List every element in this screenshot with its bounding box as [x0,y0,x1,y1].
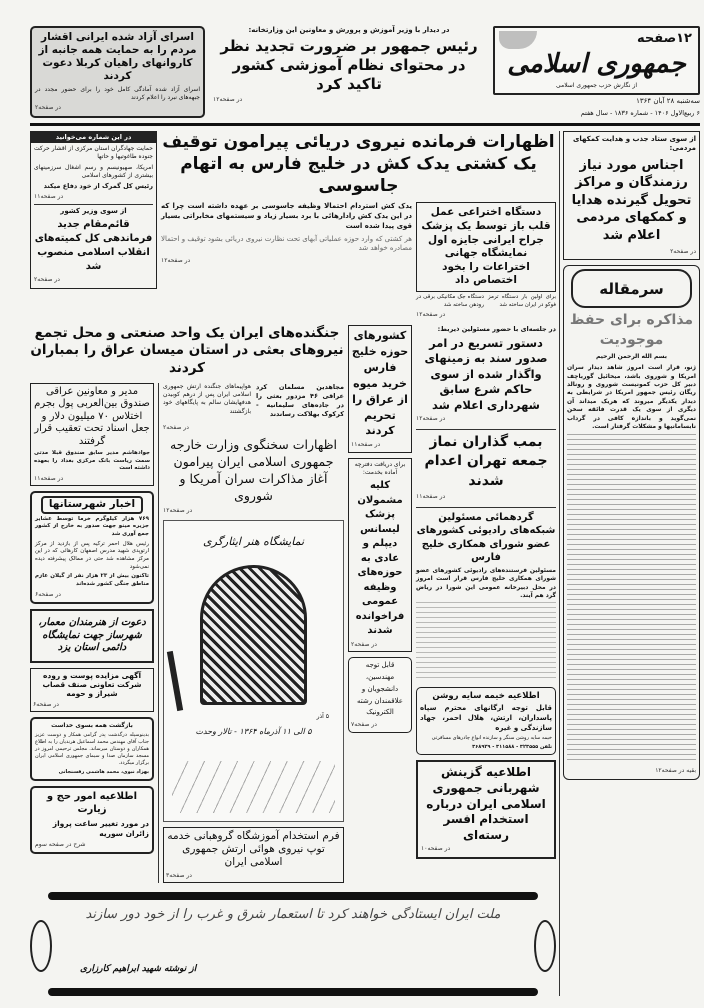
lead-subrow [161,202,556,320]
main-area [30,131,556,996]
issue-divider [34,204,153,205]
tugboat-story-body [161,202,412,265]
architects-invitation[interactable] [30,609,154,663]
hajj-notice[interactable] [30,786,154,854]
date-line: سه‌شنبه ۲۸ آبان ۱۳۶۴ [636,97,700,106]
gulf-box[interactable] [348,325,412,453]
provincial-news-title: اخبار شهرستانها [41,496,143,513]
ornament-left-icon [30,920,52,972]
column-divider [559,131,560,996]
land-deeds-kicker: در جلسه‌ای با حضور مسئولین ذیربط: [437,324,556,333]
rifle-icon [167,651,183,711]
tent-title: اطلاعیه خیمه سایه روشن [432,691,540,702]
radio-body-text [416,602,556,682]
editorial-logo-frame [571,269,692,308]
radio-body: مسئولین فرستنده‌های رادیوئی کشورهای عضو شورای همکاری خلیج فارس قرار است امروز در محل دبیرخانه عمومی این شورا در ریاض گرد هم آیند. [416,566,556,599]
interior-ref: در صفحه۲ [34,276,60,284]
editorial[interactable] [563,265,700,780]
top-story[interactable] [213,26,485,104]
left-group [30,325,344,883]
exhibition-title: نمایشگاه هنر ایثارگری [202,535,305,549]
lead-story[interactable] [161,131,556,320]
bombers-headline: بمب گذاران نماز جمعه تهران اعدام شدند [424,433,548,489]
provincial-news-box[interactable] [30,491,154,604]
engineers-text: قابل توجه مهندسین، دانشجویان و علاقمندان رشته الکترونیک [357,660,403,717]
obituary-signature: بهزاد نبوی، محمد هاشمی رفسنجانی [58,769,149,776]
aid-kicker: از سوی ستاد جذب و هدایت کمکهای مردمی: [572,134,696,153]
statement-headline: اظهارات سخنگوی وزارت خارجه جمهوری اسلامی ایران پیرامون آغاز مذاکرات سران آمریکا و شوروی [170,437,337,503]
editorial-body-text [567,434,696,764]
jets-body-1: هواپیماهای جنگنده ارتش جمهوری اسلامی ایران پس از درهم کوبیدن هدفهایشان سالم به پایگاههای خود بازگشتند [163,382,251,415]
tent-phone: تلفن ۳۲۳۵۵۵ - ۳۱۱۵۸۸ - ۳۶۸۹۲۹ [472,744,552,751]
jets-body [163,383,344,419]
device-note-1: برای اولین بار دستگاه ترمز فوکو در ایران ساخته شد [488,294,556,308]
tugboat-body-1: یدک کش استردام احتمالا وظیفه جاسوسی بر عهده داشته است چرا که در این یدک کش رادارهائی با برد بسیار زیاد و سیستمهای مخابراتی بسیار قوی پیدا شده است [161,202,412,230]
ornament-right-icon [534,920,556,972]
provincial-item[interactable]: ۷۶۹ هزار کیلوگرم خرما توسط عشایر جزیره مینو جهت صدور به خارج از کشور جمع آوری شد [35,515,149,537]
top-rule [30,123,700,126]
auction-ref: در صفحه۶ [33,700,59,708]
conscripts-box[interactable] [348,458,412,652]
gulf-headline: کشورهای حوزه خلیج فارس خرید میوه از عراق را تحریم کردند [351,328,409,438]
iraqi-fund-ref: در صفحه۱۱ [34,475,64,483]
quote-banner [30,892,556,996]
hajj-title: اطلاعیه امور حج و زیارت [46,791,138,815]
editorial-logo: سرمقاله [599,279,664,298]
left-group-columns [30,383,344,883]
exhibition-date: ۵ الی ۱۱ آذرماه ۱۳۶۴ - تالار وحدت [195,727,312,737]
land-deeds-headline: دستور تسریع در امر صدور سند به زمینهای واگذار شده از سوی حاکم شرع سابق شهرداری اعلام شد [424,335,548,412]
device-note-2: دستگاه جک مکانیکی برقی در رودهن ساخته شد [416,294,484,308]
in-this-issue-title: در این شماره می‌خوانید [31,132,156,143]
device-notes [416,294,556,309]
bombers-ref: در صفحه۱۱ [416,493,446,501]
bombers-story[interactable] [416,429,556,502]
engineers-notice[interactable] [348,657,412,733]
pow-story-box[interactable] [30,26,205,118]
land-deeds-ref: در صفحه۱۲ [416,415,446,423]
pow-ref: در صفحه۲ [35,104,61,112]
news-column [416,325,556,859]
aid-box[interactable] [563,131,700,260]
police-ref: در صفحه۱۰ [421,845,451,853]
police-recruit[interactable] [416,760,556,858]
device-ref: در صفحه۱۲ [416,311,446,319]
banner-bottom-bar [48,988,538,996]
interior-kicker: از سوی وزیر کشور [60,206,127,215]
right-column [563,131,700,780]
masthead-title: جمهوری اسلامی [507,48,686,79]
jets-ref: در صفحه۲ [163,423,189,431]
editorial-opening: بسم الله الرحمن الرحیم [595,353,668,361]
iraqi-fund-headline: مدیر و معاونین عراقی صندوق بین‌العربی پول بجرم اختلاس ۷۰ میلیون دلار و جعل اسناد تحت تعقیب قرار گرفتند [34,385,150,447]
top-story-ref: در صفحه۱۲ [213,95,243,103]
iraqi-fund-body: جوادهاشم مدیر سابق صندوق قبلا مدتی سمت ریاست بانک مرکزی بغداد را بعهده داشته است [34,450,150,472]
issue-line: ۶ ربیع‌الاول ۱۴۰۶ - شماره ۱۸۳۶ - سال هفتم [580,108,700,117]
left-column [30,383,154,855]
tent-notice[interactable] [416,687,556,755]
gulf-ref: در صفحه۱۱ [351,441,381,449]
auction-ad[interactable] [30,668,154,713]
editorial-title: مذاکره برای حفظ موجودیت [569,311,694,348]
body-row [30,131,700,996]
interior-headline: قائم‌مقام جدید فرماندهی کل کمیته‌های انقلاب اسلامی منصوب شد [34,219,153,273]
masthead-column [493,26,700,118]
mid-row [30,325,556,883]
auction-text: آگهی مزایده پوست و روده شرکت تعاونی صنف قصاب شیراز و حومه [42,670,142,699]
air-force-recruit[interactable] [163,827,344,883]
provincial-item[interactable]: رئیس هلال احمر ترکیه پس از بازدید از مرکز ارتوپدی شهید مدرس اصفهان کارهائی که در این مرکز مشاهده شد حتی در ممالک پیشرفته دیده نمی‌شود [35,540,149,570]
hajj-ref: شرح در صفحه سوم [35,841,86,849]
column-divider [158,383,159,883]
issue-item[interactable]: رئیس کل گمرک از خود دفاع میکند [43,182,153,191]
issue-item[interactable]: امریکا، صهیونیسم و رسم اشغال سرزمینهای بیشتری از کشورهای اسلامی [34,163,153,179]
exhibition-small-date: ۵ آذر [316,713,329,721]
editorial-body: ژنو، قرار است امروز شاهد دیدار سران امریکا و شوروی باشد، میخائیل گورباچف دبیر کل حزب کمونیست شوروی و رونالد ریگان رئیس جمهور امریکا در شرایطی به دیدار یکدیگر میروند که هریک میداند آن دیگری از سوی یک قدرت فائقه سخن نمی‌گوید و باندازه کافی در گرداب نابسامانیها و مشکلات گرفتار است. [567,364,696,430]
banner-top-bar [48,892,538,900]
air-force-ref: در صفحه۳ [166,871,192,879]
air-force-text: فرم استخدام آموزشگاه گروهبانی خدمه توپ نیروی هوائی ارتش جمهوری اسلامی ایران [167,830,340,869]
main-headline[interactable]: اظهارات فرمانده نیروی دریائی پیرامون توقیف یک کشتی یدک کش در خلیج فارس به اتهام جاسوسی [162,131,555,197]
obituary-title: بازگشت همه بسوی خداست [51,722,133,730]
iraqi-fund-box[interactable] [30,383,154,487]
second-headline[interactable]: جنگنده‌های ایران یک واحد صنعتی و محل تجمع نیروهای بعثی در استان میسان عراق را بمباران کردند [30,324,344,376]
statement-ref: در صفحه۱۲ [163,506,193,514]
invitation-text: دعوت از هنرمندان معمار، شهرساز جهت نمایشگاه دائمی استان یزد [38,617,146,654]
conscripts-ref: در صفحه۲ [351,640,377,648]
provincial-ref: در صفحه۶ [35,590,61,598]
banner-author: از نوشته شهید ابراهیم کارزاری [80,963,197,974]
signature-strokes [172,761,335,813]
masthead-founder: از نگارش حزب جمهوری اسلامی [555,81,638,89]
conscripts-headline: کلیه مشمولان پزشک لیسانس دیپلم و عادی به حوزه‌های وظیفه عمومی فراخوانده شدند [355,480,405,636]
jets-body-2: مجاهدین مسلمان کرد عراقی ۴۶ مزدور بعثی را در جاده‌های سلیمانیه - کرکوک بهلاکت رساندند [256,382,344,418]
ministry-statement[interactable] [163,437,344,515]
editorial-ref: بقیه در صفحه۱۲ [655,767,696,775]
pow-body: اسرای آزاد شده آمادگی کامل خود را برای حضور مجدد در جبهه‌های نبرد را اعلام کردند [35,85,200,101]
device-story[interactable] [416,202,556,320]
police-text: اطلاعیه گزینش شهربانی جمهوری اسلامی ایران درباره استخدام افسر رسته‌ای [426,765,546,842]
issue-item[interactable]: حمایت جهادگران استان مرکزی از اقشار حرکت جنوده طاغوتیها و حاتها [34,144,153,161]
tent-small: خیمه سایه روشن سنگر و سازنده انواع چادرهای مسافرتی [431,735,552,742]
hajj-body: در مورد تغییر ساعت پرواز زائران سوریه [52,819,149,838]
top-story-kicker: در دیدار با وزیر آموزش و پرورش و معاونین این وزارتخانه: [248,26,450,34]
exhibition-poster[interactable] [163,520,344,822]
mosque-graphic [200,565,307,705]
banner-quote: ملت ایران ایستادگی خواهند کرد تا استعمار شرق و غرب را از خود دور سازند [85,906,501,922]
center-column [163,383,344,883]
narrow-column [348,325,412,733]
tent-body: قابل توجه ارگانهای محترم سپاه پاسداران، ارتش، هلال احمر، جهاد سازندگی و غیره [420,703,552,732]
top-story-headline: رئیس جمهور بر ضرورت تجدید نظر در محتوای نظام آموزشی کشور تاکید کرد [220,37,478,93]
aid-ref: در صفحه۲ [670,247,696,255]
device-headline: دستگاه اختراعی عمل قلب باز توسط یک پزشک جراح ایرانی جایزه اول نمایشگاه جهانی اختراعات را بخود اختصاص داد [416,202,556,292]
radio-meeting-story[interactable] [416,507,556,683]
masthead-pages: ۱۲صفحه [636,31,692,46]
pow-headline: اسرای آزاد شده ایرانی اقشار مردم را به حمایت همه جانبه از کاروانهای راهیان کربلا دعوت کردند [38,31,197,83]
top-row [30,26,700,118]
radio-headline: گردهمائی مسئولین شبکه‌های رادیوئی کشورهای عضو شورای همکاری خلیج فارس [416,511,556,564]
obituary[interactable] [30,717,154,781]
tugboat-ref: در صفحه۱۲ [161,257,191,265]
in-this-issue-box[interactable] [30,131,157,289]
provincial-item[interactable]: تاکنون بیش از ۲۳ هزار نفر از گیلان عازم مناطق جنگی کشور شده‌اند [35,573,149,588]
conscripts-kicker: برای دریافت دفترچه آماده بخدمت: [354,460,406,476]
tugboat-body-2: هر کشتی که وارد حوزه عملیاتی آبهای تحت نظارت نیروی دریائی بشود توقیف و احتمالا مصادره خواهد شد [161,234,412,253]
obituary-body: بدینوسیله درگذشت پدر گرامی همکار و دوست عزیز جناب آقای مهندس محمد اسماعیل هرندیان را به اطلاع همکاران و دوستان میرساند. مجلس ترحیمی امروز در مسجد سازمان صدا و سیمای جمهوری اسلامی ایران برگزار میگردد. [35,732,149,767]
lead-row [30,131,556,320]
land-deeds-story[interactable] [416,325,556,424]
issue-ref: در صفحه۱۱ [34,193,64,201]
engineers-ref: در صفحه۷ [351,721,377,729]
masthead [493,26,700,95]
aid-headline: اجناس مورد نیاز رزمندگان و مراکز تحویل گیرنده هدایا و کمکهای مردمی اعلام شد [571,157,692,244]
